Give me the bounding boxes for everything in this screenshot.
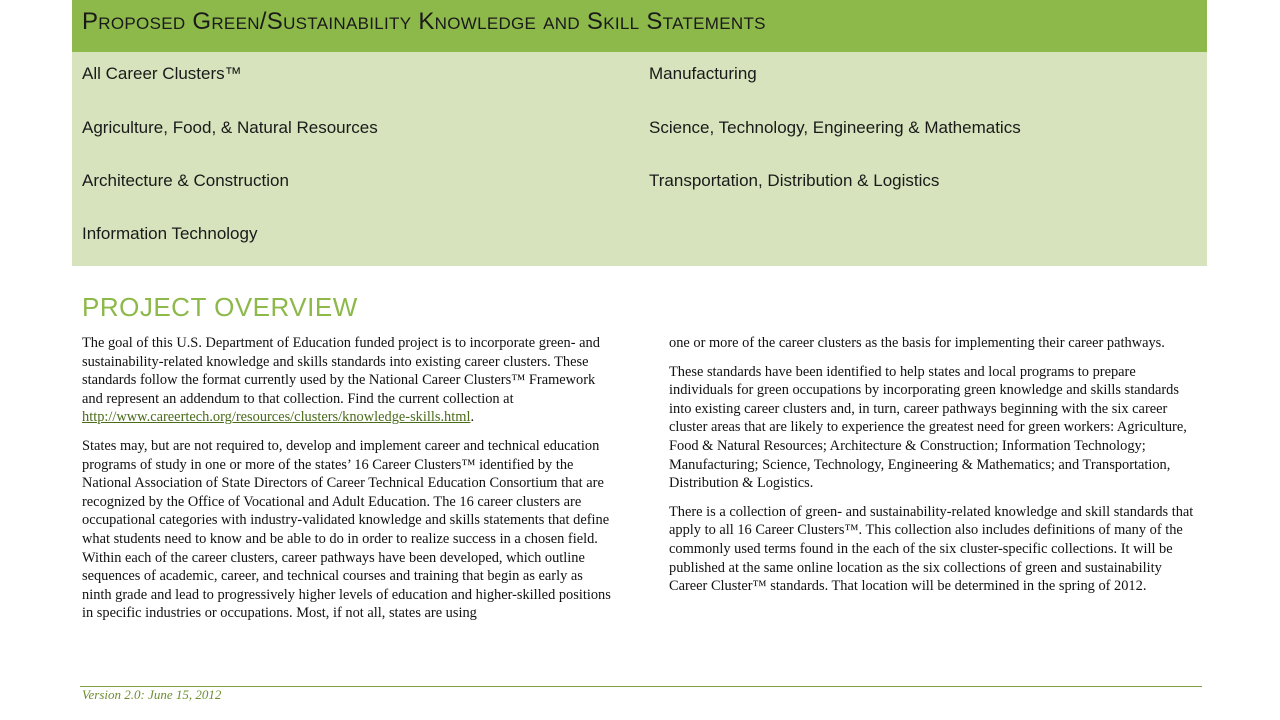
- overview-paragraph-1: [82, 334, 614, 427]
- cluster-all-career-clusters: All Career Clusters™: [82, 64, 242, 83]
- knowledge-skills-link[interactable]: http://www.careertech.org/resources/clusters/knowledge-skills.html: [82, 409, 471, 426]
- career-clusters-panel: [72, 52, 1207, 266]
- overview-paragraph-2: States may, but are not required to, develop and implement career and technical education programs of study in one or more of the states’ 16 Career Clusters™ identified by the National Association of State Directors of Career Technical Education Consortium that are recognized by the Office of Vocational and Adult Education. The 16 career clusters are occupational categories with industry-validated knowledge and skills statements that define what students need to know and be able to do in order to realize success in a chosen field. Within each of the career clusters, career pathways have been developed, which outline sequences of academic, career, and technical courses and training that begin as early as ninth grade and lead to progressively higher levels of education and higher-skilled positions in specific industries or occupations. Most, if not all, states are using: [82, 437, 611, 622]
- cluster-transportation: Transportation, Distribution & Logistics: [649, 171, 940, 190]
- overview-paragraph-4: These standards have been identified to help states and local programs to prepare individuals for green occupations by incorporating green knowledge and skills standards into existing career clusters and, in turn, career pathways beginning with the six career cluster areas that are likely to experience the greatest need for green workers: Agriculture, Food & Natural Resources; Architecture & Construction; Information Technology; Manufacturing; Science, Technology, Engineering & Mathematics; and Transportation, Distribution & Logistics.: [669, 363, 1187, 492]
- version-footer: Version 2.0: June 15, 2012: [82, 687, 222, 702]
- overview-column-left: [82, 334, 614, 633]
- document-title: Proposed Green/Sustainability Knowledge and Skill Statements: [82, 8, 766, 35]
- overview-paragraph-1-text: The goal of this U.S. Department of Education funded project is to incorporate green- and sustainability-related knowledge and skills standards into existing career clusters. These standards follow the format currently used by the National Career Clusters™ Framework and represent an addendum to that collection. Find the current collection at: [82, 335, 600, 407]
- overview-paragraph-1-end: .: [470, 409, 475, 426]
- cluster-stem: Science, Technology, Engineering & Mathematics: [649, 118, 1021, 137]
- cluster-architecture: Architecture & Construction: [82, 171, 289, 190]
- cluster-information-technology: Information Technology: [82, 224, 258, 243]
- overview-paragraph-3: one or more of the career clusters as the basis for implementing their career pathways.: [669, 335, 1165, 351]
- cluster-manufacturing: Manufacturing: [649, 64, 757, 83]
- overview-paragraph-5: There is a collection of green- and sustainability-related knowledge and skill standards that apply to all 16 Career Clusters™. This collection also includes definitions of many of the commonly used terms found in the each of the six cluster-specific collections. It will be published at the same online location as the six collections of green and sustainability Career Cluster™ standards. That location will be determined in the spring of 2012.: [669, 503, 1194, 595]
- overview-column-right: [669, 334, 1199, 606]
- footer-divider: [80, 686, 1202, 687]
- cluster-agriculture: Agriculture, Food, & Natural Resources: [82, 118, 378, 137]
- section-heading: PROJECT OVERVIEW: [82, 292, 358, 322]
- title-bar: [72, 0, 1207, 52]
